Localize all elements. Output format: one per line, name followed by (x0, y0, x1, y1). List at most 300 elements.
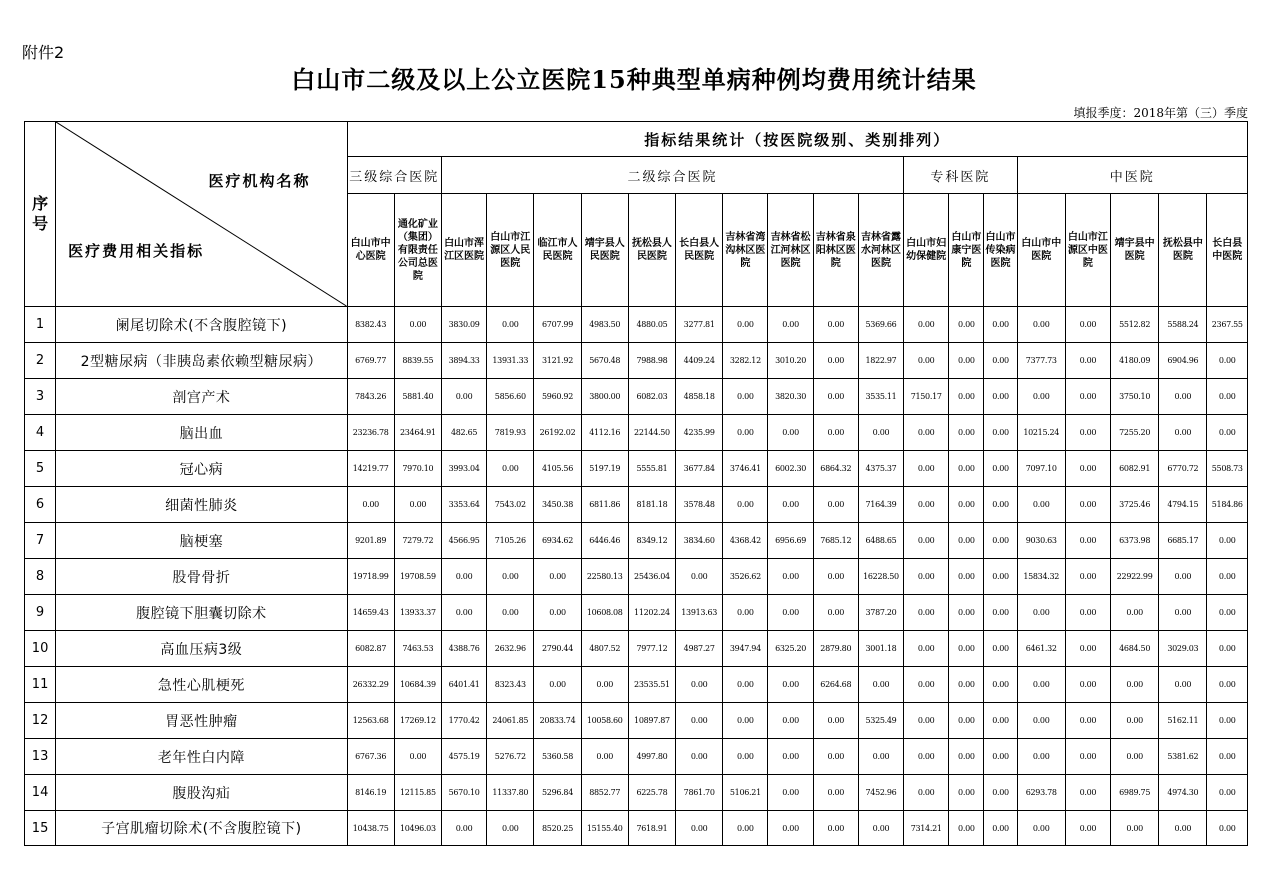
hospital-header: 吉林省泉阳林区医院 (813, 194, 858, 307)
cost-value: 6488.65 (858, 523, 903, 559)
cost-value: 0.00 (904, 343, 949, 379)
hospital-header: 靖宇县人民医院 (581, 194, 628, 307)
cost-value: 0.00 (984, 451, 1017, 487)
cost-value: 12563.68 (347, 703, 394, 739)
cost-value: 0.00 (813, 487, 858, 523)
cost-value: 0.00 (1017, 379, 1065, 415)
cost-value: 13933.37 (394, 595, 441, 631)
cost-value: 0.00 (1159, 379, 1207, 415)
table-row (25, 487, 1248, 523)
cost-value: 9030.63 (1017, 523, 1065, 559)
cost-value: 0.00 (858, 667, 903, 703)
cost-value: 6904.96 (1159, 343, 1207, 379)
cost-value: 0.00 (1017, 487, 1065, 523)
cost-value: 7255.20 (1111, 415, 1159, 451)
cost-value: 6864.32 (813, 451, 858, 487)
hospital-header: 白山市江源区中医院 (1065, 194, 1110, 307)
disease-name: 胃恶性肿瘤 (56, 703, 347, 739)
cost-value: 0.00 (1065, 559, 1110, 595)
cost-value: 0.00 (1017, 307, 1065, 343)
institution-header: 医疗机构名称 (208, 172, 311, 190)
cost-value: 0.00 (904, 595, 949, 631)
cost-value: 0.00 (1065, 739, 1110, 775)
cost-value: 0.00 (723, 703, 768, 739)
cost-value: 8323.43 (487, 667, 534, 703)
cost-value: 0.00 (581, 739, 628, 775)
cost-value: 3578.48 (676, 487, 723, 523)
table-row (25, 739, 1248, 775)
hospital-header: 白山市中心医院 (347, 194, 394, 307)
cost-value: 0.00 (858, 811, 903, 846)
cost-value: 0.00 (676, 739, 723, 775)
cost-value: 22580.13 (581, 559, 628, 595)
disease-name: 剖宫产术 (56, 379, 347, 415)
cost-value: 0.00 (949, 415, 984, 451)
cost-value: 4807.52 (581, 631, 628, 667)
cost-value: 5381.62 (1159, 739, 1207, 775)
row-number: 1 (25, 307, 56, 343)
cost-value: 0.00 (949, 811, 984, 846)
cost-value: 5670.10 (441, 775, 486, 811)
cost-value: 13913.63 (676, 595, 723, 631)
cost-value: 20833.74 (534, 703, 581, 739)
cost-value: 7861.70 (676, 775, 723, 811)
cost-value: 11337.80 (487, 775, 534, 811)
seq-header (25, 122, 56, 307)
cost-value: 5162.11 (1159, 703, 1207, 739)
cost-value: 482.65 (441, 415, 486, 451)
cost-value: 0.00 (487, 559, 534, 595)
cost-value: 17269.12 (394, 703, 441, 739)
cost-value: 7097.10 (1017, 451, 1065, 487)
cost-value: 3894.33 (441, 343, 486, 379)
hospital-header: 白山市妇幼保健院 (904, 194, 949, 307)
cost-value: 0.00 (1065, 523, 1110, 559)
cost-value: 0.00 (1207, 523, 1248, 559)
row-number: 11 (25, 667, 56, 703)
cost-value: 0.00 (347, 487, 394, 523)
cost-value: 0.00 (723, 739, 768, 775)
hospital-header: 通化矿业（集团）有限责任公司总医院 (394, 194, 441, 307)
cost-value: 0.00 (534, 595, 581, 631)
row-number: 9 (25, 595, 56, 631)
hospital-header: 长白县人民医院 (676, 194, 723, 307)
cost-value: 0.00 (487, 307, 534, 343)
disease-name: 高血压病3级 (56, 631, 347, 667)
cost-value: 6767.36 (347, 739, 394, 775)
disease-name: 脑出血 (56, 415, 347, 451)
cost-value: 5276.72 (487, 739, 534, 775)
cost-value: 2879.80 (813, 631, 858, 667)
cost-value: 0.00 (949, 595, 984, 631)
cost-value: 5184.86 (1207, 487, 1248, 523)
cost-value: 7279.72 (394, 523, 441, 559)
cost-value: 7105.26 (487, 523, 534, 559)
cost-value: 0.00 (984, 523, 1017, 559)
cost-value: 16228.50 (858, 559, 903, 595)
cost-value: 0.00 (904, 631, 949, 667)
cost-value: 4987.27 (676, 631, 723, 667)
cost-value: 3677.84 (676, 451, 723, 487)
page-title: 白山市二级及以上公立医院15种典型单病种例均费用统计结果 (291, 65, 977, 94)
disease-name: 急性心肌梗死 (56, 667, 347, 703)
cost-value: 0.00 (441, 379, 486, 415)
cost-value: 8839.55 (394, 343, 441, 379)
cost-value: 0.00 (768, 595, 813, 631)
cost-value: 0.00 (813, 559, 858, 595)
cost-value: 0.00 (904, 451, 949, 487)
cost-value: 4684.50 (1111, 631, 1159, 667)
cost-value: 7685.12 (813, 523, 858, 559)
cost-value: 3001.18 (858, 631, 903, 667)
cost-value: 0.00 (904, 415, 949, 451)
table-row (25, 379, 1248, 415)
cost-value: 0.00 (949, 451, 984, 487)
cost-value: 6769.77 (347, 343, 394, 379)
cost-statistics-table (24, 121, 1248, 846)
cost-value: 3800.00 (581, 379, 628, 415)
cost-value: 0.00 (1065, 631, 1110, 667)
reporting-period: 填报季度：2018年第（三）季度 (1073, 106, 1248, 120)
cost-value: 0.00 (1111, 703, 1159, 739)
hospital-header: 抚松县中医院 (1159, 194, 1207, 307)
stats-header: 指标结果统计（按医院级别、类别排列） (347, 122, 1247, 157)
cost-value: 6373.98 (1111, 523, 1159, 559)
cost-value: 0.00 (904, 307, 949, 343)
table-row (25, 667, 1248, 703)
cost-value: 0.00 (1207, 379, 1248, 415)
cost-value: 0.00 (1017, 811, 1065, 846)
cost-value: 0.00 (394, 739, 441, 775)
annex-label: 附件2 (22, 43, 65, 62)
cost-value: 1822.97 (858, 343, 903, 379)
corner-header (56, 122, 347, 307)
cost-value: 0.00 (1065, 811, 1110, 846)
cost-value: 10058.60 (581, 703, 628, 739)
table-row (25, 631, 1248, 667)
cost-value: 6956.69 (768, 523, 813, 559)
cost-value: 10897.87 (628, 703, 675, 739)
cost-value: 0.00 (984, 559, 1017, 595)
cost-value: 0.00 (984, 487, 1017, 523)
cost-value: 0.00 (723, 415, 768, 451)
cost-value: 3282.12 (723, 343, 768, 379)
cost-value: 0.00 (949, 487, 984, 523)
cost-value: 0.00 (768, 703, 813, 739)
hospital-header: 吉林省露水河林区医院 (858, 194, 903, 307)
table-row (25, 343, 1248, 379)
cost-value: 8520.25 (534, 811, 581, 846)
cost-value: 0.00 (723, 667, 768, 703)
cost-value: 10215.24 (1017, 415, 1065, 451)
cost-value: 0.00 (813, 703, 858, 739)
cost-value: 5960.92 (534, 379, 581, 415)
cost-value: 0.00 (1111, 811, 1159, 846)
cost-value: 0.00 (949, 667, 984, 703)
table-row (25, 451, 1248, 487)
cost-value: 0.00 (441, 811, 486, 846)
cost-value: 0.00 (984, 811, 1017, 846)
cost-value: 0.00 (768, 487, 813, 523)
table-row (25, 415, 1248, 451)
cost-value: 0.00 (1065, 487, 1110, 523)
cost-value: 5555.81 (628, 451, 675, 487)
cost-value: 0.00 (949, 703, 984, 739)
cost-value: 0.00 (1207, 811, 1248, 846)
hospital-header: 靖宇县中医院 (1111, 194, 1159, 307)
cost-value: 0.00 (723, 487, 768, 523)
cost-value: 4794.15 (1159, 487, 1207, 523)
cost-value: 0.00 (984, 379, 1017, 415)
cost-value: 14219.77 (347, 451, 394, 487)
cost-value: 3535.11 (858, 379, 903, 415)
cost-value: 0.00 (394, 307, 441, 343)
cost-value: 11202.24 (628, 595, 675, 631)
cost-value: 0.00 (1065, 667, 1110, 703)
row-number: 8 (25, 559, 56, 595)
cost-value: 0.00 (1207, 775, 1248, 811)
row-number: 5 (25, 451, 56, 487)
cost-value: 7377.73 (1017, 343, 1065, 379)
cost-value: 0.00 (1065, 595, 1110, 631)
cost-value: 0.00 (904, 775, 949, 811)
category-header: 专科医院 (904, 157, 1018, 194)
cost-value: 6685.17 (1159, 523, 1207, 559)
cost-value: 23464.91 (394, 415, 441, 451)
cost-value: 15834.32 (1017, 559, 1065, 595)
cost-value: 0.00 (1207, 595, 1248, 631)
row-number: 7 (25, 523, 56, 559)
cost-value: 7463.53 (394, 631, 441, 667)
cost-value: 0.00 (1065, 703, 1110, 739)
cost-value: 7452.96 (858, 775, 903, 811)
cost-value: 0.00 (904, 523, 949, 559)
cost-value: 4235.99 (676, 415, 723, 451)
cost-value: 0.00 (1017, 667, 1065, 703)
cost-value: 0.00 (813, 595, 858, 631)
cost-value: 2367.55 (1207, 307, 1248, 343)
cost-value: 3725.46 (1111, 487, 1159, 523)
cost-value: 0.00 (1207, 667, 1248, 703)
cost-value: 0.00 (813, 343, 858, 379)
cost-value: 0.00 (1065, 379, 1110, 415)
cost-value: 6989.75 (1111, 775, 1159, 811)
cost-value: 15155.40 (581, 811, 628, 846)
cost-value: 0.00 (768, 415, 813, 451)
cost-value: 4575.19 (441, 739, 486, 775)
cost-value: 25436.04 (628, 559, 675, 595)
cost-value: 0.00 (487, 595, 534, 631)
row-number: 13 (25, 739, 56, 775)
cost-value: 0.00 (1017, 703, 1065, 739)
cost-value: 0.00 (723, 595, 768, 631)
cost-value: 0.00 (1207, 631, 1248, 667)
cost-value: 8382.43 (347, 307, 394, 343)
cost-value: 0.00 (1017, 595, 1065, 631)
cost-value: 0.00 (768, 667, 813, 703)
cost-value: 0.00 (1207, 703, 1248, 739)
cost-value: 0.00 (1207, 559, 1248, 595)
cost-value: 0.00 (676, 667, 723, 703)
cost-value: 0.00 (1159, 559, 1207, 595)
cost-value: 0.00 (1065, 451, 1110, 487)
row-number: 14 (25, 775, 56, 811)
cost-value: 3277.81 (676, 307, 723, 343)
cost-value: 8349.12 (628, 523, 675, 559)
cost-value: 8146.19 (347, 775, 394, 811)
cost-value: 4368.42 (723, 523, 768, 559)
cost-value: 6325.20 (768, 631, 813, 667)
cost-value: 5296.84 (534, 775, 581, 811)
cost-value: 23236.78 (347, 415, 394, 451)
cost-value: 0.00 (949, 307, 984, 343)
category-header: 三级综合医院 (347, 157, 441, 194)
cost-value: 0.00 (984, 595, 1017, 631)
cost-value: 7977.12 (628, 631, 675, 667)
cost-value: 6401.41 (441, 667, 486, 703)
row-number: 10 (25, 631, 56, 667)
cost-value: 0.00 (676, 559, 723, 595)
cost-value: 0.00 (768, 775, 813, 811)
disease-name: 冠心病 (56, 451, 347, 487)
disease-name: 脑梗塞 (56, 523, 347, 559)
cost-value: 10496.03 (394, 811, 441, 846)
cost-value: 0.00 (984, 631, 1017, 667)
disease-name: 阑尾切除术(不含腹腔镜下) (56, 307, 347, 343)
hospital-header: 白山市中医院 (1017, 194, 1065, 307)
corner-diagonal (56, 122, 346, 306)
cost-value: 5197.19 (581, 451, 628, 487)
cost-value: 0.00 (1111, 595, 1159, 631)
cost-value: 10438.75 (347, 811, 394, 846)
cost-value: 26332.29 (347, 667, 394, 703)
cost-value: 3947.94 (723, 631, 768, 667)
hospital-header: 白山市江源区人民医院 (487, 194, 534, 307)
cost-value: 19708.59 (394, 559, 441, 595)
cost-value: 0.00 (676, 811, 723, 846)
cost-value: 3834.60 (676, 523, 723, 559)
cost-value: 4566.95 (441, 523, 486, 559)
cost-value: 0.00 (441, 595, 486, 631)
cost-value: 0.00 (949, 343, 984, 379)
cost-value: 3029.03 (1159, 631, 1207, 667)
cost-value: 7819.93 (487, 415, 534, 451)
cost-value: 0.00 (1159, 811, 1207, 846)
cost-value: 0.00 (1159, 595, 1207, 631)
cost-value: 6770.72 (1159, 451, 1207, 487)
indicator-header: 医疗费用相关指标 (68, 242, 205, 260)
cost-value: 0.00 (858, 415, 903, 451)
cost-value: 4105.56 (534, 451, 581, 487)
table-row (25, 775, 1248, 811)
cost-value: 1770.42 (441, 703, 486, 739)
cost-value: 0.00 (441, 559, 486, 595)
cost-value: 26192.02 (534, 415, 581, 451)
cost-value: 0.00 (984, 307, 1017, 343)
cost-value: 7543.02 (487, 487, 534, 523)
cost-value: 0.00 (487, 451, 534, 487)
cost-value: 9201.89 (347, 523, 394, 559)
cost-value: 4112.16 (581, 415, 628, 451)
cost-value: 0.00 (534, 559, 581, 595)
cost-value: 3750.10 (1111, 379, 1159, 415)
cost-value: 0.00 (1207, 415, 1248, 451)
cost-value: 13931.33 (487, 343, 534, 379)
table-row (25, 307, 1248, 343)
cost-value: 7970.10 (394, 451, 441, 487)
cost-value: 4180.09 (1111, 343, 1159, 379)
cost-value: 7843.26 (347, 379, 394, 415)
cost-value: 4858.18 (676, 379, 723, 415)
cost-value: 0.00 (1159, 667, 1207, 703)
category-header: 中医院 (1017, 157, 1247, 194)
disease-name: 腹股沟疝 (56, 775, 347, 811)
cost-value: 0.00 (768, 739, 813, 775)
table-row (25, 595, 1248, 631)
cost-value: 0.00 (1111, 739, 1159, 775)
cost-value: 0.00 (858, 739, 903, 775)
cost-value: 3820.30 (768, 379, 813, 415)
cost-value: 7164.39 (858, 487, 903, 523)
cost-value: 6446.46 (581, 523, 628, 559)
cost-value: 10608.08 (581, 595, 628, 631)
cost-value: 5106.21 (723, 775, 768, 811)
cost-value: 0.00 (949, 631, 984, 667)
cost-value: 10684.39 (394, 667, 441, 703)
cost-value: 3450.38 (534, 487, 581, 523)
cost-value: 0.00 (1111, 667, 1159, 703)
hospital-header: 临江市人民医院 (534, 194, 581, 307)
hospital-header: 抚松县人民医院 (628, 194, 675, 307)
cost-value: 0.00 (1065, 343, 1110, 379)
cost-value: 0.00 (394, 487, 441, 523)
cost-value: 0.00 (813, 307, 858, 343)
cost-value: 0.00 (581, 667, 628, 703)
cost-value: 5588.24 (1159, 307, 1207, 343)
cost-value: 6264.68 (813, 667, 858, 703)
category-header: 二级综合医院 (441, 157, 903, 194)
cost-value: 3121.92 (534, 343, 581, 379)
cost-value: 6461.32 (1017, 631, 1065, 667)
cost-value: 0.00 (984, 415, 1017, 451)
cost-value: 0.00 (676, 703, 723, 739)
cost-value: 2632.96 (487, 631, 534, 667)
row-number: 3 (25, 379, 56, 415)
cost-value: 3993.04 (441, 451, 486, 487)
cost-value: 0.00 (1207, 343, 1248, 379)
disease-name: 细菌性肺炎 (56, 487, 347, 523)
cost-value: 6293.78 (1017, 775, 1065, 811)
cost-value: 19718.99 (347, 559, 394, 595)
row-number: 12 (25, 703, 56, 739)
cost-value: 0.00 (723, 811, 768, 846)
cost-value: 5360.58 (534, 739, 581, 775)
disease-name: 2型糖尿病（非胰岛素依赖型糖尿病） (56, 343, 347, 379)
cost-value: 24061.85 (487, 703, 534, 739)
cost-value: 0.00 (949, 739, 984, 775)
cost-value: 0.00 (768, 811, 813, 846)
cost-value: 5670.48 (581, 343, 628, 379)
hospital-header: 吉林省湾沟林区医院 (723, 194, 768, 307)
cost-value: 5856.60 (487, 379, 534, 415)
cost-value: 0.00 (904, 559, 949, 595)
cost-value: 6707.99 (534, 307, 581, 343)
cost-value: 0.00 (1065, 415, 1110, 451)
hospital-header: 吉林省松江河林区医院 (768, 194, 813, 307)
seq-header-label: 序号 (32, 194, 49, 233)
cost-value: 3526.62 (723, 559, 768, 595)
cost-value: 7150.17 (904, 379, 949, 415)
